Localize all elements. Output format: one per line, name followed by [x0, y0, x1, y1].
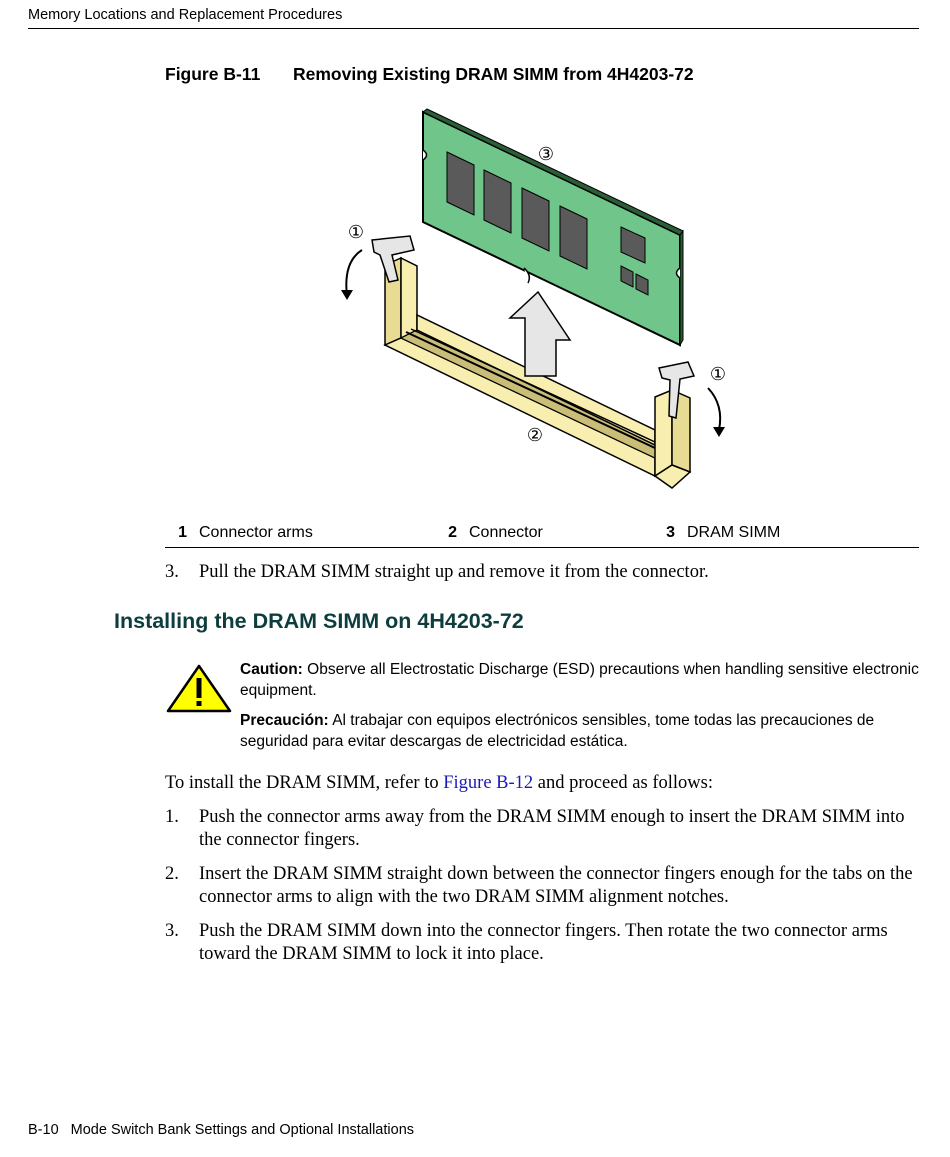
page-footer [28, 1122, 414, 1138]
legend-item-connector-arms: 1 Connector arms [178, 524, 313, 541]
figure-title: Removing Existing DRAM SIMM from 4H4203-72 [293, 64, 694, 84]
running-header: Memory Locations and Replacement Procedures [28, 7, 343, 23]
section-heading: Installing the DRAM SIMM on 4H4203-72 [114, 609, 524, 633]
callout-connector: ② [526, 425, 544, 446]
removal-step-3: 3. Pull the DRAM SIMM straight up and remove it from the connector. [165, 562, 709, 582]
callout-simm: ③ [537, 144, 555, 165]
install-step-2: 2. Insert the DRAM SIMM straight down between the connector fingers enough for the tabs on the connector arms to align with the two DRAM SIMM alignment notches. [165, 864, 913, 907]
install-step-3: 3. Push the DRAM SIMM down into the connector fingers. Then rotate the two connector arms toward the DRAM SIMM to lock it into place. [165, 921, 888, 964]
footer-title: Mode Switch Bank Settings and Optional Installations [70, 1122, 415, 1138]
page-number: B-10 [28, 1122, 59, 1138]
legend-item-connector: 2 Connector [448, 524, 543, 541]
header-rule [28, 28, 919, 29]
precaucion-notice: Precaución: Al trabajar con equipos electrónicos sensibles, tome todas las precauciones de seguridad para evitar descargas de electricidad estática. [240, 712, 875, 750]
up-arrow [510, 292, 570, 376]
dram-simm-removal-illustration [310, 100, 750, 500]
caution-warning-icon [166, 664, 232, 714]
legend-item-dram-simm: 3 DRAM SIMM [666, 524, 781, 541]
intro-paragraph: To install the DRAM SIMM, refer to Figure B-12 and proceed as follows: [165, 773, 713, 793]
install-step-1: 1. Push the connector arms away from the DRAM SIMM enough to insert the DRAM SIMM into the connector fingers. [165, 807, 905, 850]
callout-right-arm: ① [709, 364, 727, 385]
figure-b12-link[interactable]: Figure B-12 [443, 773, 534, 793]
figure-legend [165, 521, 919, 548]
caution-notice: Caution: Observe all Electrostatic Discharge (ESD) precautions when handling sensitive electronic equipment. [240, 661, 919, 699]
callout-left-arm: ① [347, 222, 365, 243]
figure-number: Figure B-11 [165, 64, 261, 84]
figure-caption [165, 64, 694, 85]
